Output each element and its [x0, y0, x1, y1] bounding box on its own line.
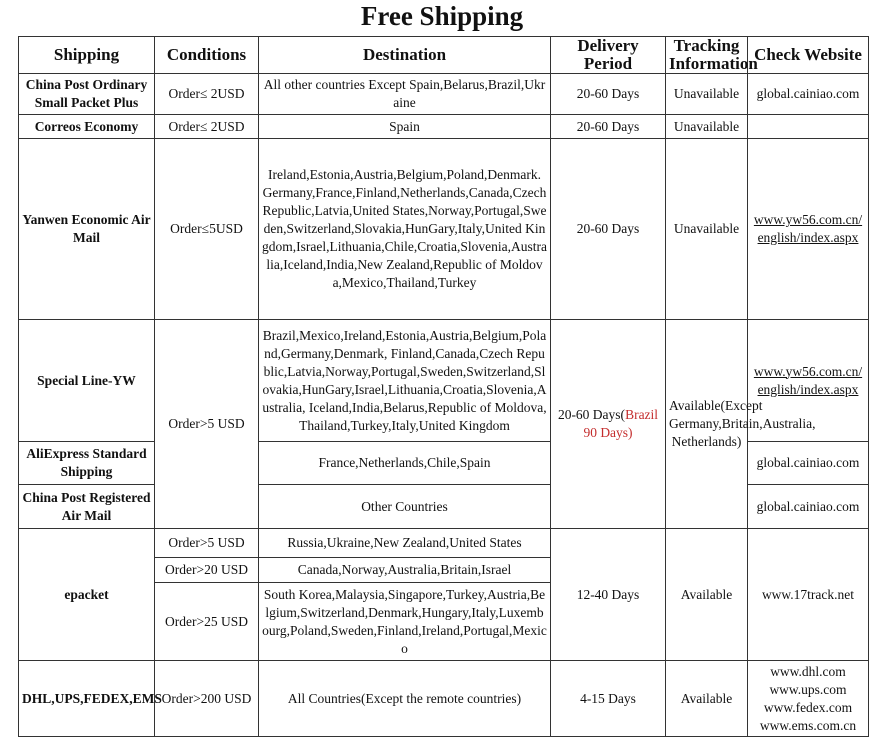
table-row	[19, 661, 869, 737]
website-entry: www.ups.com	[769, 681, 847, 697]
shipping-method: China Post Ordinary Small Packet Plus	[19, 74, 155, 115]
destination-countries: South Korea,Malaysia,Singapore,Turkey,Austria,Belgium,Switzerland,Denmark,Hungary,Italy,Luxembourg,Poland,Sweden,Finland,Ireland,Portugal,Mexico	[259, 583, 551, 661]
header-website: Check Website	[748, 37, 869, 74]
header-tracking: Tracking Information	[666, 37, 748, 74]
delivery-period	[551, 320, 666, 529]
table-row	[19, 529, 869, 558]
check-website: global.cainiao.com	[748, 442, 869, 485]
tracking-info: Available	[666, 529, 748, 661]
check-website: global.cainiao.com	[748, 485, 869, 529]
page-title: Free Shipping	[360, 1, 524, 31]
order-condition: Order≤ 2USD	[155, 74, 259, 115]
table-row	[19, 320, 869, 442]
header-destination: Destination	[259, 37, 551, 74]
header-delivery: Delivery Period	[551, 37, 666, 74]
shipping-method: China Post Registered Air Mail	[19, 485, 155, 529]
order-condition: Order>200 USD	[155, 661, 259, 737]
website-link-text[interactable]: www.yw56.com.cn/ english/index.aspx	[753, 212, 863, 245]
header-row	[19, 37, 869, 74]
destination-countries: Ireland,Estonia,Austria,Belgium,Poland,Denmark. Germany,France,Finland,Netherlands,Canada,Czech Republic,Latvia,United States,Norway,Portugal,Sweden,Switzerland,Slovakia,HunGary,Italy,United Kingdom,Israel,Lithuania,Chile,Croatia,Slovenia,Australia,Iceland,India,New Zealand,Republic of Moldova,Mexico,Thailand,Turkey	[259, 139, 551, 320]
shipping-method: Yanwen Economic Air Mail	[19, 139, 155, 320]
table-row	[19, 115, 869, 139]
shipping-method: Correos Economy	[19, 115, 155, 139]
delivery-period: 20-60 Days	[551, 115, 666, 139]
table-row	[19, 74, 869, 115]
header-conditions: Conditions	[155, 37, 259, 74]
destination-countries: All other countries Except Spain,Belarus,Brazil,Ukraine	[259, 74, 551, 115]
website-entry: www.fedex.com	[763, 699, 853, 715]
destination-countries: France,Netherlands,Chile,Spain	[259, 442, 551, 485]
tracking-info: Unavailable	[666, 74, 748, 115]
shipping-method: Special Line-YW	[19, 320, 155, 442]
check-website-list	[748, 661, 869, 737]
shipping-method: AliExpress Standard Shipping	[19, 442, 155, 485]
website-entry: www.dhl.com	[770, 663, 846, 679]
delivery-period-note: Brazil 90 Days)	[583, 407, 659, 440]
delivery-period: 20-60 Days	[551, 139, 666, 320]
order-condition: Order>20 USD	[155, 558, 259, 583]
destination-countries: Other Countries	[259, 485, 551, 529]
website-entry: www.ems.com.cn	[759, 717, 857, 733]
destination-countries: Russia,Ukraine,New Zealand,United States	[259, 529, 551, 558]
destination-countries: Spain	[259, 115, 551, 139]
tracking-info: Unavailable	[666, 115, 748, 139]
shipping-table	[18, 36, 869, 737]
shipping-method: epacket	[19, 529, 155, 661]
delivery-period: 4-15 Days	[551, 661, 666, 737]
order-condition: Order≤5USD	[155, 139, 259, 320]
header-shipping: Shipping	[19, 37, 155, 74]
tracking-info: Available	[666, 661, 748, 737]
tracking-info: Available(Except Germany,Britain,Australia, Netherlands)	[666, 320, 748, 529]
destination-countries: Brazil,Mexico,Ireland,Estonia,Austria,Belgium,Poland,Germany,Denmark, Finland,Canada,Czech Republic,Latvia,Norway,Portugal,Sweden,Switzerland,Slovakia,HunGary,Israel,Lithuania,Croatia,Slovenia,Australia, Iceland,India,Belarus,Republic of Moldova,Thailand,Turkey,Italy,United Kingdom	[259, 320, 551, 442]
order-condition: Order>5 USD	[155, 529, 259, 558]
destination-countries: Canada,Norway,Australia,Britain,Israel	[259, 558, 551, 583]
check-website	[748, 115, 869, 139]
destination-countries: All Countries(Except the remote countries)	[259, 661, 551, 737]
order-condition: Order>25 USD	[155, 583, 259, 661]
check-website-link[interactable]	[748, 139, 869, 320]
table-row	[19, 139, 869, 320]
delivery-period: 20-60 Days	[551, 74, 666, 115]
delivery-period-text: 20-60 Days(	[557, 407, 626, 422]
tracking-info: Unavailable	[666, 139, 748, 320]
website-link-text[interactable]: www.yw56.com.cn/ english/index.aspx	[753, 363, 863, 397]
shipping-method: DHL,UPS,FEDEX,EMS	[19, 661, 155, 737]
check-website: global.cainiao.com	[748, 74, 869, 115]
order-condition: Order≤ 2USD	[155, 115, 259, 139]
delivery-period: 12-40 Days	[551, 529, 666, 661]
order-condition: Order>5 USD	[155, 320, 259, 529]
check-website: www.17track.net	[748, 529, 869, 661]
